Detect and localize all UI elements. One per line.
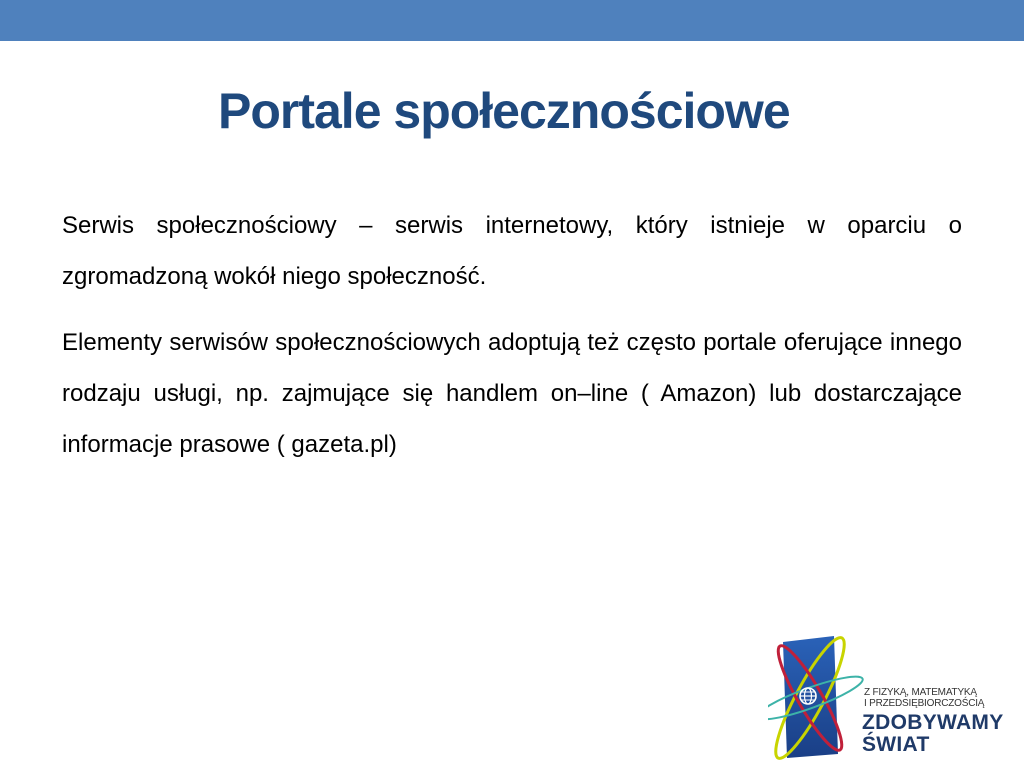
logo-line-1: Z FIZYKĄ, MATEMATYKĄ: [864, 687, 977, 698]
project-logo: [768, 618, 1024, 768]
paragraph-2: Elementy serwisów społecznościowych adoptują też często portale oferujące innego rodzaju usługi, np. zajmujące się handlem on–line ( Amazon) lub dostarczające informacje prasowe ( gazeta.pl): [62, 329, 962, 458]
logo-line-4: ŚWIAT: [862, 733, 930, 756]
slide-content: [62, 200, 962, 485]
logo-line-3: ZDOBYWAMY: [862, 711, 1004, 734]
logo-line-2: I PRZEDSIĘBIORCZOŚCIĄ: [864, 698, 985, 709]
top-bar: [0, 0, 1024, 41]
slide-title: Portale społecznościowe: [218, 83, 790, 139]
paragraph-1: Serwis społecznościowy – serwis internetowy, który istnieje w oparciu o zgromadzoną wokół niego społeczność.: [62, 212, 962, 290]
